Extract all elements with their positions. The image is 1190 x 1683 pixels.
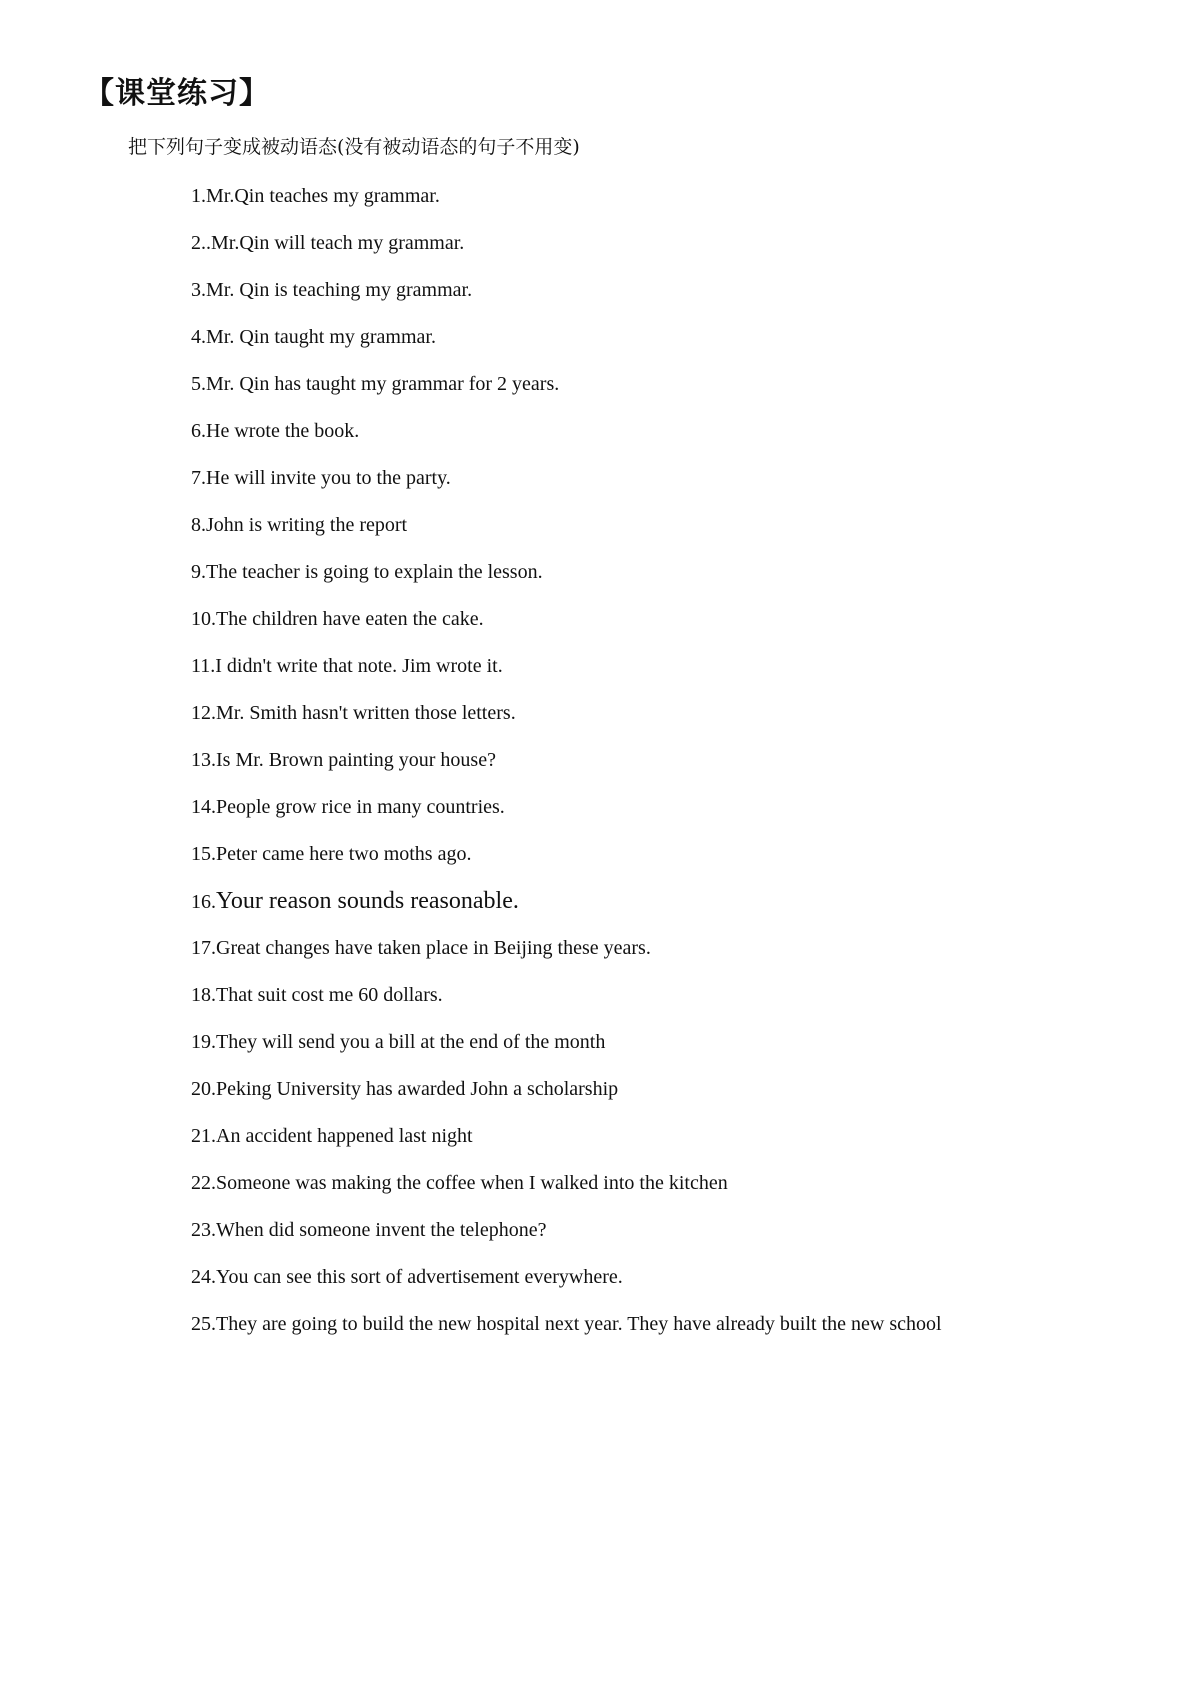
exercise-sentence: The teacher is going to explain the lesson. (206, 561, 543, 583)
exercise-number: 25. (191, 1313, 216, 1335)
exercise-item (191, 1310, 942, 1357)
exercise-number: 1. (191, 185, 206, 207)
exercise-sentence: He wrote the book. (206, 420, 360, 442)
exercise-sentence: Mr. Qin is teaching my grammar. (206, 279, 473, 301)
exercise-item (191, 746, 942, 793)
exercise-item (191, 1075, 942, 1122)
exercise-number: 23. (191, 1219, 216, 1241)
exercise-item (191, 793, 942, 840)
exercise-sentence: He will invite you to the party. (206, 467, 451, 489)
exercise-number: 13. (191, 749, 216, 771)
exercise-number: 21. (191, 1125, 216, 1147)
exercise-number: 19. (191, 1031, 216, 1053)
exercise-item (191, 699, 942, 746)
exercise-sentence: Mr. Qin has taught my grammar for 2 years. (206, 373, 560, 395)
exercise-item (191, 417, 942, 464)
exercise-item (191, 511, 942, 558)
exercise-item (191, 323, 942, 370)
exercise-sentence: You can see this sort of advertisement everywhere. (216, 1266, 623, 1288)
exercise-number: 6. (191, 420, 206, 442)
exercise-item (191, 1216, 942, 1263)
exercise-number: 4. (191, 326, 206, 348)
exercise-sentence: An accident happened last night (216, 1125, 473, 1147)
exercise-item (191, 464, 942, 511)
exercise-sentence: They will send you a bill at the end of the month (216, 1031, 606, 1053)
instruction-text: 把下列句子变成被动语态(没有被动语态的句子不用变) (128, 136, 580, 158)
exercise-sentence: Is Mr. Brown painting your house? (216, 749, 496, 771)
exercise-number: 10. (191, 608, 216, 630)
exercise-number: 12. (191, 702, 216, 724)
exercise-number: 20. (191, 1078, 216, 1100)
exercise-sentence: Great changes have taken place in Beijing these years. (216, 937, 651, 959)
exercise-sentence: Someone was making the coffee when I walked into the kitchen (216, 1172, 728, 1194)
exercise-sentence: Peter came here two moths ago. (216, 843, 472, 865)
exercise-sentence: Mr.Qin will teach my grammar. (211, 232, 465, 254)
exercise-item (191, 934, 942, 981)
exercise-sentence: They are going to build the new hospital next year. They have already built the new school (216, 1313, 942, 1335)
exercise-sentence: Peking University has awarded John a scholarship (216, 1078, 619, 1100)
exercise-number: 2.. (191, 232, 211, 254)
exercise-item (191, 276, 942, 323)
exercise-number: 14. (191, 796, 216, 818)
exercise-number: 16. (191, 891, 216, 913)
exercise-item (191, 605, 942, 652)
exercise-number: 18. (191, 984, 216, 1006)
exercise-number: 7. (191, 467, 206, 489)
exercise-item (191, 229, 942, 276)
exercise-item (191, 558, 942, 605)
exercise-number: 24. (191, 1266, 216, 1288)
exercise-sentence: Your reason sounds reasonable. (216, 888, 519, 914)
exercise-number: 3. (191, 279, 206, 301)
exercise-item (191, 887, 942, 934)
exercise-sentence: Mr.Qin teaches my grammar. (206, 185, 440, 207)
exercise-number: 11. (191, 655, 216, 677)
exercise-sentence: When did someone invent the telephone? (216, 1219, 547, 1241)
exercise-number: 9. (191, 561, 206, 583)
exercise-item (191, 182, 942, 229)
exercise-item (191, 1263, 942, 1310)
exercise-item (191, 981, 942, 1028)
exercise-item (191, 652, 942, 699)
exercise-number: 5. (191, 373, 206, 395)
exercise-sentence: John is writing the report (206, 514, 408, 536)
exercise-sentence: People grow rice in many countries. (216, 796, 505, 818)
exercise-sentence: Mr. Smith hasn't written those letters. (216, 702, 516, 724)
exercise-item (191, 1122, 942, 1169)
exercise-number: 8. (191, 514, 206, 536)
exercise-sentence: Mr. Qin taught my grammar. (206, 326, 436, 348)
exercise-item (191, 1028, 942, 1075)
exercise-number: 15. (191, 843, 216, 865)
exercise-list (191, 182, 942, 1357)
exercise-item (191, 840, 942, 887)
section-title: 【课堂练习】 (84, 76, 270, 111)
exercise-number: 22. (191, 1172, 216, 1194)
exercise-sentence: I didn't write that note. Jim wrote it. (215, 655, 503, 677)
exercise-item (191, 1169, 942, 1216)
exercise-item (191, 370, 942, 417)
exercise-number: 17. (191, 937, 216, 959)
exercise-sentence: The children have eaten the cake. (216, 608, 484, 630)
exercise-sentence: That suit cost me 60 dollars. (216, 984, 443, 1006)
